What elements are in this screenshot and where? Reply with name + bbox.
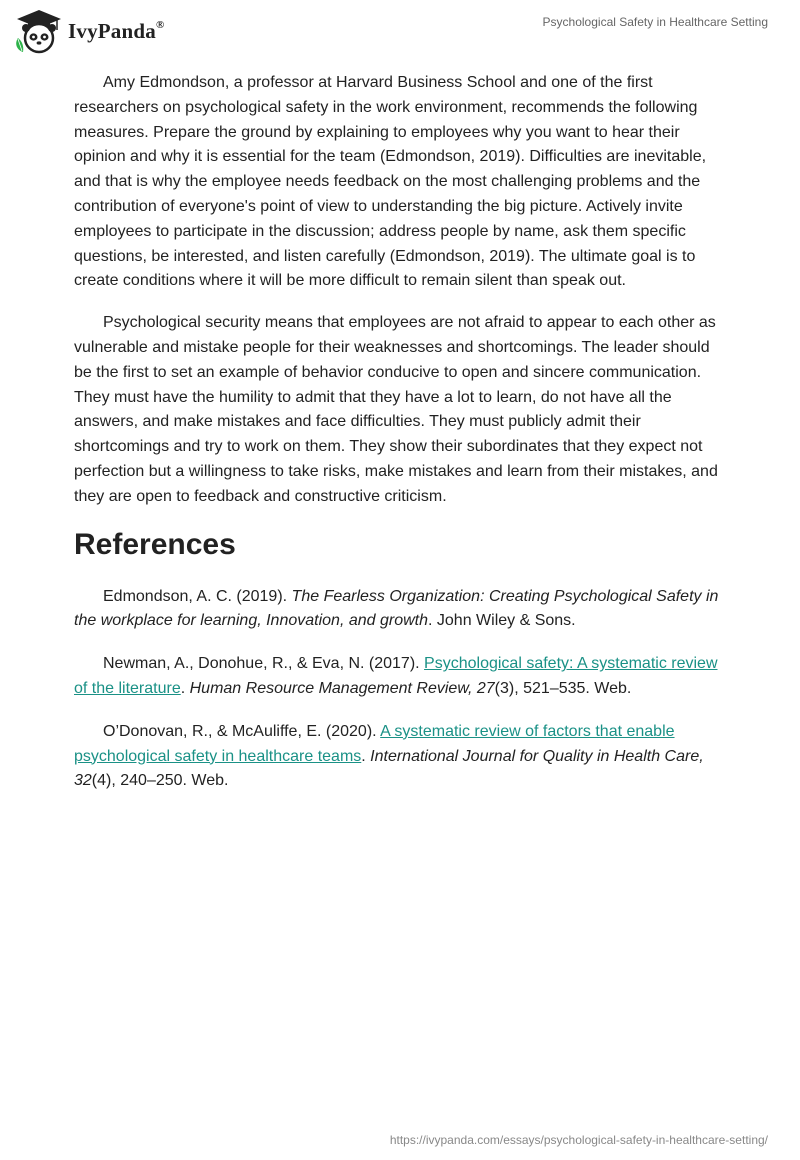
- document-title: Psychological Safety in Healthcare Setting: [542, 15, 768, 29]
- reference-item: O’Donovan, R., & McAuliffe, E. (2020). A systematic review of factors that enable psychological safety in healthcare teams. International Journal for Quality in Health Care, 32(4), 240–250. Web.: [74, 722, 704, 790]
- essay-content: [74, 71, 728, 812]
- panda-graduate-icon: [14, 8, 64, 54]
- references-heading: References: [74, 527, 236, 561]
- reference-link[interactable]: A systematic review of factors that enable psychological safety in healthcare teams: [74, 722, 675, 765]
- body-paragraph: Amy Edmondson, a professor at Harvard Business School and one of the first researchers on psychological safety in the work environment, recommends the following measures. Prepare the ground by explaining to employees why you want to hear their opinion and why it is essential for the team (Edmondson, 2019). Difficulties are inevitable, and that is why the employee needs feedback on the most challenging problems and the contribution of everyone's point of view to understanding the big picture. Actively invite employees to participate in the discussion; address people by name, ask them specific questions, be interested, and listen carefully (Edmondson, 2019). The ultimate goal is to create conditions where it will be more difficult to remain silent than speak out.: [74, 74, 707, 290]
- footer-url: https://ivypanda.com/essays/psychological-safety-in-healthcare-setting/: [389, 1133, 768, 1147]
- reference-link[interactable]: Psychological safety: A systematic review of the literature: [74, 655, 718, 697]
- body-paragraph: Psychological security means that employees are not afraid to appear to each other as vulnerable and mistake people for their weaknesses and shortcomings. The leader should be the first to set an example of behavior conducive to open and sincere communication. They must have the humility to admit that they have a lot to learn, do not have all the answers, and make mistakes and face difficulties. They must publicly admit their shortcomings and try to work on them. They show their subordinates that they expect not perfection but a willingness to take risks, make mistakes and learn from their mistakes, and they are open to feedback and constructive criticism.: [74, 314, 718, 505]
- page-header: [0, 0, 800, 60]
- reference-item: Newman, A., Donohue, R., & Eva, N. (2017). Psychological safety: A systematic review of the literature. Human Resource Management Review, 27(3), 521–535. Web.: [74, 655, 718, 697]
- ivypanda-logo[interactable]: [14, 8, 164, 54]
- brand-name: IvyPanda®: [68, 18, 165, 43]
- reference-item: Edmondson, A. C. (2019). The Fearless Organization: Creating Psychological Safety in the workplace for learning, Innovation, and growth. John Wiley & Sons.: [74, 587, 719, 630]
